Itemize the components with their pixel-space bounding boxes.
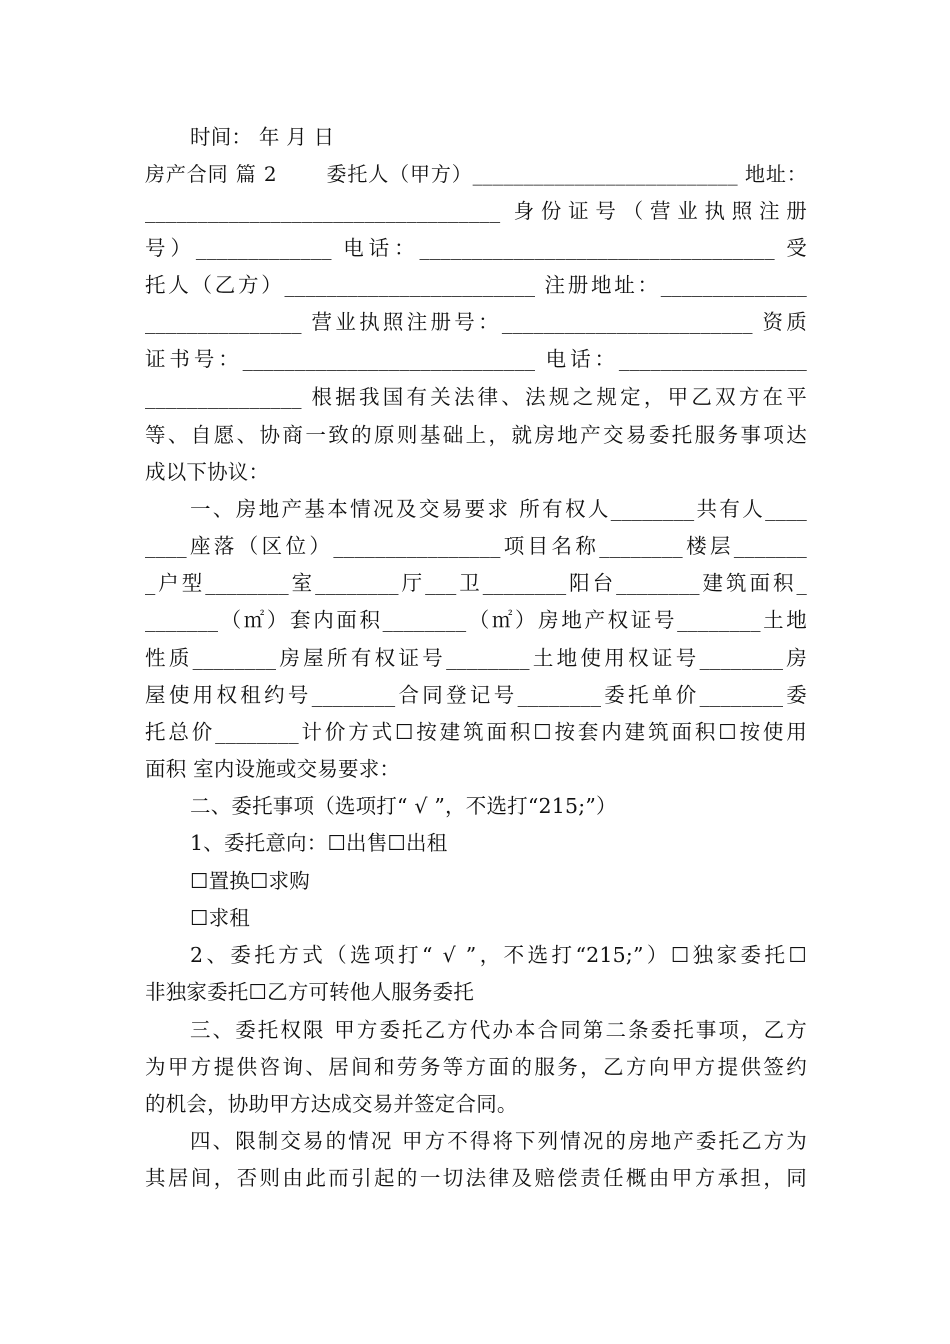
- text-line: 屋使用权租约号________合同登记号________委托单价________委: [145, 683, 807, 707]
- text-line: 号）_____________ 电话：__________________________________ 受: [145, 236, 807, 260]
- text-line: 1、委托意向：☐出售☐出租: [190, 831, 448, 855]
- text-line: 面积 室内设施或交易要求：: [145, 757, 401, 781]
- text-line: _______（㎡）套内面积________（㎡）房地产权证号________土地: [145, 608, 807, 632]
- text-line: _______________ 营业执照注册号：________________________ 资质: [145, 310, 807, 334]
- text-line: 托总价________计价方式☐按建筑面积☐按套内建筑面积☐按使用: [145, 720, 807, 744]
- text-line: 2、委托方式（选项打“ √ ”，不选打“215;”）☐独家委托☐: [190, 943, 807, 967]
- text-line: 非独家委托☐乙方可转他人服务委托: [145, 980, 475, 1004]
- text-line: ☐置换☐求购: [190, 869, 310, 893]
- section-heading-2: 二、委托事项（选项打“ √ ”，不选打“215;”）: [190, 794, 617, 818]
- section-heading-4: 四、限制交易的情况 甲方不得将下列情况的房地产委托乙方为: [190, 1129, 807, 1153]
- text-line: 为甲方提供咨询、居间和劳务等方面的服务，乙方向甲方提供签约: [145, 1055, 807, 1079]
- text-line: 成以下协议：: [145, 460, 270, 484]
- text-line: _______________ 根据我国有关法律、法规之规定，甲乙双方在平: [145, 385, 807, 409]
- text-line: _户型________室________厅___卫________阳台________建筑面积_: [145, 571, 807, 595]
- section-heading-3: 三、委托权限 甲方委托乙方代办本合同第二条委托事项，乙方: [190, 1018, 807, 1042]
- text-line: 托人（乙方）________________________ 注册地址：______________: [145, 273, 807, 297]
- text-line: 房产合同 篇 2 委托人（甲方）__________________________ 地址：: [145, 162, 807, 186]
- text-line: ☐求租: [190, 906, 250, 930]
- text-line: __________________________________ 身份证号（营业执照注册: [145, 199, 807, 223]
- text-line: ____座落（区位）________________项目名称________楼层_______: [145, 534, 807, 558]
- text-line: 等、自愿、协商一致的原则基础上，就房地产交易委托服务事项达: [145, 423, 807, 447]
- text-line: 的机会，协助甲方达成交易并签定合同。: [145, 1092, 518, 1116]
- text-line: 证书号：____________________________ 电话：__________________: [145, 347, 807, 371]
- text-line: 其居间，否则由此而引起的一切法律及赔偿责任概由甲方承担，同: [145, 1166, 807, 1190]
- text-line: 性质________房屋所有权证号________土地使用权证号________房: [145, 646, 807, 670]
- section-heading-1: 一、房地产基本情况及交易要求 所有权人________共有人____: [190, 497, 807, 521]
- date-line: 时间： 年 月 日: [190, 125, 335, 149]
